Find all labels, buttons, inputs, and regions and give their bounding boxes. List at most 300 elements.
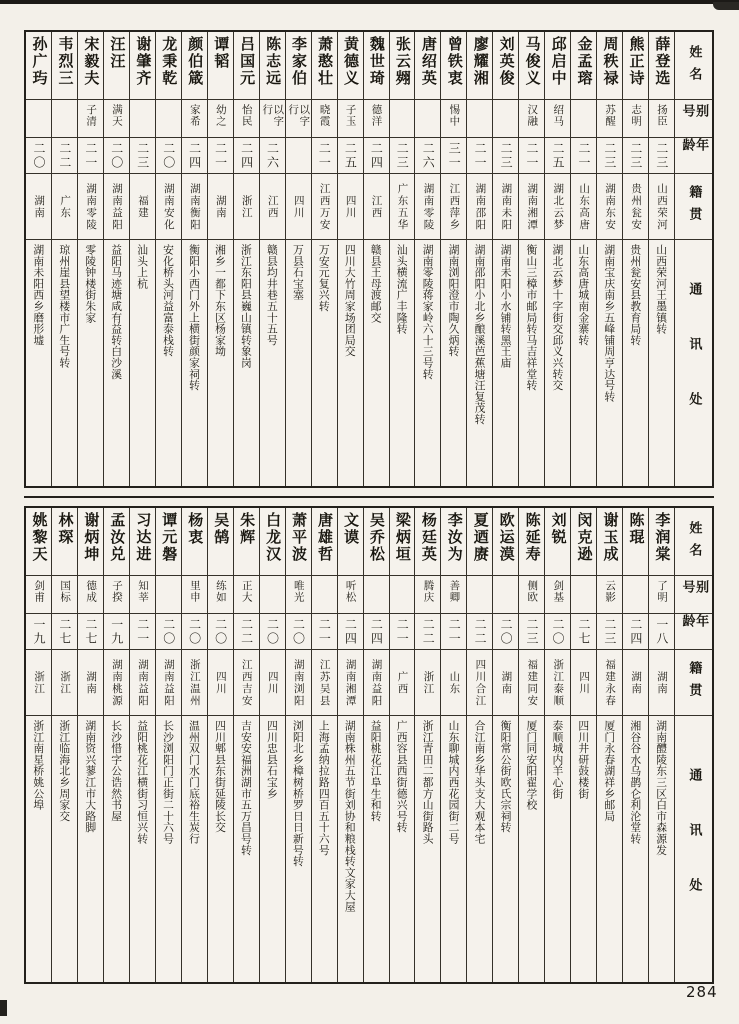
header-name: 姓名 [675,32,712,100]
name-cell: 孙广玙 [26,32,51,100]
alias-cell [156,100,181,138]
native-cell: 湖南益阳 [156,650,181,716]
address-cell: 泰顺城内羊心街 [551,720,565,800]
name-cell: 杨廷英 [415,508,440,576]
address-cell: 万安元复兴转 [317,244,331,312]
name-cell: 李家伯 [286,32,311,100]
header-address: 通讯处 [686,767,702,933]
alias-cell: 德成 [78,576,103,614]
alias-cell: 扬臣 [649,100,674,138]
age-cell: 二一 [312,138,337,174]
address-cell: 湖南零陵蒋家岭六十三号转 [421,244,435,380]
age-cell: 二三 [597,138,622,174]
scan-artifact-bottom-left [0,1000,7,1016]
native-cell: 湖南浏阳 [286,650,311,716]
native-cell: 山西荣河 [649,174,674,240]
name-cell: 宋毅夫 [78,32,103,100]
person-column [103,508,129,982]
person-column [648,508,674,982]
name-cell: 梁炳垣 [390,508,415,576]
alias-cell: 家希 [182,100,207,138]
age-cell: 二四 [364,614,389,650]
address-cell: 湖南未阳小水铺转黑王庙 [499,244,513,369]
person-column [337,32,363,486]
age-cell: 一九 [104,614,129,650]
name-cell: 邱启中 [545,32,570,100]
address-cell: 益阳桃花江横街习恒兴转 [136,720,150,845]
person-column [181,32,207,486]
person-column [518,508,544,982]
page-number: 284 [686,983,718,1001]
name-cell: 文谟 [338,508,363,576]
age-cell: 二三 [597,614,622,650]
address-cell: 厦门永春湖祥乡邮局 [603,720,617,822]
name-cell: 颜伯箴 [182,32,207,100]
age-cell: 二三 [623,138,648,174]
person-column [207,508,233,982]
person-column [103,32,129,486]
native-cell: 湖南 [78,650,103,716]
age-cell: 二一 [130,614,155,650]
alias-cell: 云影 [597,576,622,614]
age-cell: 二〇 [26,138,51,174]
native-cell: 广东 [52,174,77,240]
address-cell: 山西荣河王墨镇转 [655,244,669,335]
header-age: 年龄 [675,138,712,174]
alias-cell: 惕中 [441,100,466,138]
native-cell: 湖南益阳 [104,174,129,240]
address-cell: 浙江东阳县巍山镇转象岗 [239,244,253,369]
native-cell: 四川 [286,174,311,240]
person-column [259,508,285,982]
header-alias: 别号 [675,100,712,138]
name-cell: 闵克逊 [571,508,596,576]
name-cell: 魏世琦 [364,32,389,100]
native-cell: 湖南安化 [156,174,181,240]
age-cell: 二〇 [156,138,181,174]
header-alias: 别号 [675,576,712,614]
name-cell: 萧憨壮 [312,32,337,100]
alias-cell [260,576,285,614]
person-column [440,508,466,982]
age-cell: 二〇 [286,614,311,650]
address-cell: 衡山三樟市邮局转马吉祥堂转 [525,244,539,391]
native-cell: 广东五华 [390,174,415,240]
alias-cell: 里申 [182,576,207,614]
age-cell: 二〇 [545,614,570,650]
header-native: 籍贯 [675,650,712,716]
age-cell: 二六 [260,138,285,174]
alias-cell: 国标 [52,576,77,614]
directory-table-top [24,30,714,488]
address-cell: 衡阳常公街欧氏宗祠转 [499,720,513,833]
age-cell: 二四 [338,614,363,650]
name-cell: 习达进 [130,508,155,576]
age-cell: 二七 [52,614,77,650]
age-cell: 二〇 [208,614,233,650]
entries [26,508,674,982]
native-cell: 江西 [364,174,389,240]
alias-cell: 怡民 [234,100,259,138]
native-cell: 湖北云梦 [545,174,570,240]
age-cell: 二〇 [260,614,285,650]
name-cell: 张云翙 [390,32,415,100]
address-cell: 合江南乡华头支大观本宅 [473,720,487,845]
name-cell: 吴鹄 [208,508,233,576]
native-cell: 湖南 [26,174,51,240]
address-cell: 四川井研鼓楼街 [577,720,591,800]
person-column [570,32,596,486]
person-column [648,32,674,486]
age-cell: 二一 [441,614,466,650]
person-column [518,32,544,486]
age-cell: 二一 [519,138,544,174]
alias-cell: 练如 [208,576,233,614]
native-cell: 四川 [571,650,596,716]
name-cell: 陈琨 [623,508,648,576]
age-cell: 二四 [182,138,207,174]
person-column [440,32,466,486]
name-cell: 周秩禄 [597,32,622,100]
name-cell: 刘英俊 [493,32,518,100]
header-column [674,32,712,486]
address-cell: 万县石宝塞 [291,244,305,301]
name-cell: 曾铁衷 [441,32,466,100]
address-cell: 汕头上杭 [136,244,150,290]
address-cell: 湖南宝庆南乡五峰铺周亨达号转 [603,244,617,403]
native-cell: 贵州瓮安 [623,174,648,240]
person-column [389,32,415,486]
address-cell: 琼州崖县望楼市广生号转 [58,244,72,369]
person-column [26,508,51,982]
address-cell: 湖南醴陵东三区白市森源发 [655,720,669,856]
age-cell: 二三 [519,614,544,650]
alias-cell: 听松 [338,576,363,614]
native-cell: 福建同安 [519,650,544,716]
age-cell: 二二 [234,614,259,650]
person-column [77,508,103,982]
name-cell: 李润棠 [649,508,674,576]
age-cell [286,138,311,174]
person-column [492,508,518,982]
native-cell: 浙江泰顺 [545,650,570,716]
address-cell: 浙江南星桥姚公埠 [32,720,46,811]
name-cell: 陈志远 [260,32,285,100]
alias-cell [130,100,155,138]
alias-cell: 剑甫 [26,576,51,614]
person-column [207,32,233,486]
native-cell: 浙江 [26,650,51,716]
native-cell: 四川 [208,650,233,716]
alias-cell: 以字行 [260,100,285,138]
alias-cell: 满天 [104,100,129,138]
alias-cell [312,576,337,614]
alias-cell: 志明 [623,100,648,138]
address-cell: 浙江青田二都方山街路头 [421,720,435,845]
alias-cell [493,100,518,138]
age-cell: 二五 [338,138,363,174]
person-column [129,32,155,486]
name-cell: 汪汪 [104,32,129,100]
person-column [311,32,337,486]
name-cell: 谭韬 [208,32,233,100]
address-cell: 赣县王母渡邮交 [369,244,383,324]
native-cell: 广西 [390,650,415,716]
address-cell: 赣县均井巷五十五号 [265,244,279,346]
address-cell: 湖南资兴蓼江市大路脚 [84,720,98,833]
address-cell: 湖北云梦十字街交邱义兴转交 [551,244,565,391]
name-cell: 廖耀湘 [467,32,492,100]
alias-cell: 苏醒 [597,100,622,138]
address-cell: 山东高唐城南金寨转 [577,244,591,346]
age-cell: 二七 [78,614,103,650]
address-cell: 温州双门水门底裕生炭行 [188,720,202,845]
address-cell: 湖南邵阳小北乡酿溪芭蕉塘汪复茂转 [473,244,487,425]
native-cell: 湖南 [623,650,648,716]
native-cell: 四川 [260,650,285,716]
address-cell: 山东聊城内西花园街二号 [447,720,461,845]
person-column [622,508,648,982]
native-cell: 湖南 [493,650,518,716]
person-column [544,32,570,486]
age-cell: 二三 [130,138,155,174]
age-cell: 二〇 [182,614,207,650]
person-column [155,508,181,982]
age-cell: 二一 [208,138,233,174]
address-cell: 四川郫县东街延陵长交 [213,720,227,833]
native-cell: 湖南湘潭 [519,174,544,240]
address-cell: 安化桥头河益富泰栈转 [162,244,176,357]
age-cell: 二一 [390,614,415,650]
alias-cell: 正大 [234,576,259,614]
address-cell: 湘谷谷水乌鹊仑利沦堂转 [629,720,643,845]
age-cell: 二七 [571,614,596,650]
person-column [544,508,570,982]
entries [26,32,674,486]
address-cell: 贵州瓮安县教育局转 [629,244,643,346]
person-column [77,32,103,486]
person-column [622,32,648,486]
native-cell: 浙江 [415,650,440,716]
age-cell: 二一 [467,138,492,174]
age-cell: 二四 [623,614,648,650]
native-cell: 江苏吴县 [312,650,337,716]
name-cell: 李汝为 [441,508,466,576]
name-cell: 孟汝兑 [104,508,129,576]
native-cell: 福建永春 [597,650,622,716]
person-column [414,508,440,982]
alias-cell: 善卿 [441,576,466,614]
alias-cell: 侧欧 [519,576,544,614]
age-cell: 二三 [493,138,518,174]
alias-cell [493,576,518,614]
alias-cell [52,100,77,138]
name-cell: 谢肇齐 [130,32,155,100]
name-cell: 黄德义 [338,32,363,100]
person-column [259,32,285,486]
age-cell: 二二 [52,138,77,174]
age-cell: 二三 [649,138,674,174]
person-column [389,508,415,982]
native-cell: 湖南邵阳 [467,174,492,240]
address-cell: 零陵钟楼街朱家 [84,244,98,324]
name-cell: 薛登选 [649,32,674,100]
alias-cell: 子清 [78,100,103,138]
alias-cell [571,100,596,138]
name-cell: 白龙汉 [260,508,285,576]
scan-artifact-top-edge [0,0,739,4]
name-cell: 谢炳坤 [78,508,103,576]
address-cell: 长沙惜字公诰然书屋 [110,720,124,822]
age-cell: 二一 [312,614,337,650]
person-column [596,508,622,982]
header-name: 姓名 [675,508,712,576]
address-cell: 衡阳小西门外上横街颜家祠转 [188,244,202,391]
address-cell: 厦门同安阳翟学校 [525,720,539,811]
alias-cell: 知莘 [130,576,155,614]
name-cell: 萧平波 [286,508,311,576]
age-cell: 二五 [545,138,570,174]
native-cell: 江西萍乡 [441,174,466,240]
name-cell: 姚黎天 [26,508,51,576]
age-cell: 三一 [441,138,466,174]
name-cell: 谢玉成 [597,508,622,576]
alias-cell [415,100,440,138]
age-cell: 二三 [390,138,415,174]
alias-cell [26,100,51,138]
native-cell: 湖南零陵 [415,174,440,240]
native-cell: 四川合江 [467,650,492,716]
header-native: 籍贯 [675,174,712,240]
person-column [414,32,440,486]
person-column [466,508,492,982]
name-cell: 林琛 [52,508,77,576]
alias-cell: 子玉 [338,100,363,138]
native-cell: 浙江温州 [182,650,207,716]
table-divider-line [24,496,714,498]
age-cell: 二四 [364,138,389,174]
name-cell: 杨衷 [182,508,207,576]
name-cell: 夏迺赓 [467,508,492,576]
address-cell: 浏阳北乡樟树桥罗日日新号转 [291,720,305,867]
age-cell: 二一 [78,138,103,174]
address-cell: 四川大竹周家场团局交 [343,244,357,357]
address-cell: 益阳桃花江阜生和转 [369,720,383,822]
person-column [233,32,259,486]
person-column [492,32,518,486]
person-column [233,508,259,982]
address-cell: 湘乡一都下东区杨家坳 [213,244,227,357]
address-cell: 湖南未阳西乡磨形墟 [32,244,46,346]
alias-cell: 汉融 [519,100,544,138]
native-cell: 江西万安 [312,174,337,240]
name-cell: 谭元磐 [156,508,181,576]
header-age: 年龄 [675,614,712,650]
native-cell: 山东 [441,650,466,716]
alias-cell: 以字行 [286,100,311,138]
header-address: 通讯处 [686,281,702,447]
alias-cell: 绍马 [545,100,570,138]
native-cell: 江西 [260,174,285,240]
native-cell: 浙江 [52,650,77,716]
alias-cell: 腾庆 [415,576,440,614]
native-cell: 四川 [338,174,363,240]
native-cell: 山东高唐 [571,174,596,240]
person-column [337,508,363,982]
alias-cell [390,576,415,614]
name-cell: 吴乔松 [364,508,389,576]
native-cell: 湖南湘潭 [338,650,363,716]
name-cell: 韦烈三 [52,32,77,100]
native-cell: 湖南未阳 [493,174,518,240]
alias-cell: 子揆 [104,576,129,614]
person-column [311,508,337,982]
age-cell: 二〇 [156,614,181,650]
name-cell: 吕国元 [234,32,259,100]
address-cell: 浙江临海北乡周家交 [58,720,72,822]
age-cell: 一八 [649,614,674,650]
address-cell: 长沙浏阳门正街二十六号 [162,720,176,845]
alias-cell [467,100,492,138]
native-cell: 湖南 [208,174,233,240]
alias-cell: 唯光 [286,576,311,614]
alias-cell: 了明 [649,576,674,614]
name-cell: 欧运漠 [493,508,518,576]
name-cell: 陈延寿 [519,508,544,576]
address-cell: 四川忠县石宝乡 [265,720,279,800]
person-column [466,32,492,486]
native-cell: 湖南桃源 [104,650,129,716]
person-column [363,508,389,982]
age-cell: 二四 [234,138,259,174]
alias-cell [467,576,492,614]
name-cell: 金孟瑢 [571,32,596,100]
alias-cell: 幼之 [208,100,233,138]
alias-cell [571,576,596,614]
address-cell: 益阳马迹塘咸有益转白沙溪 [110,244,124,380]
native-cell: 湖南东安 [597,174,622,240]
native-cell: 湖南衡阳 [182,174,207,240]
address-cell: 湖南浏阳澄市陶久炳转 [447,244,461,357]
alias-cell [390,100,415,138]
alias-cell: 德洋 [364,100,389,138]
person-column [129,508,155,982]
age-cell: 一九 [26,614,51,650]
person-column [155,32,181,486]
name-cell: 熊正诗 [623,32,648,100]
person-column [570,508,596,982]
address-cell: 湖南株州五节街刘协和粮栈转文家大屋 [343,720,357,913]
person-column [596,32,622,486]
person-column [51,508,77,982]
person-column [51,32,77,486]
address-cell: 吉安安福洲湖市五万昌号转 [239,720,253,856]
name-cell: 刘锐 [545,508,570,576]
native-cell: 湖南益阳 [130,650,155,716]
native-cell: 湖南益阳 [364,650,389,716]
native-cell: 浙江 [234,174,259,240]
alias-cell [623,576,648,614]
address-cell: 汕头横流广丰隆转 [395,244,409,335]
name-cell: 朱辉 [234,508,259,576]
age-cell: 二二 [415,614,440,650]
name-cell: 唐绍英 [415,32,440,100]
alias-cell [156,576,181,614]
native-cell: 江西吉安 [234,650,259,716]
person-column [285,508,311,982]
alias-cell: 晓霞 [312,100,337,138]
person-column [181,508,207,982]
